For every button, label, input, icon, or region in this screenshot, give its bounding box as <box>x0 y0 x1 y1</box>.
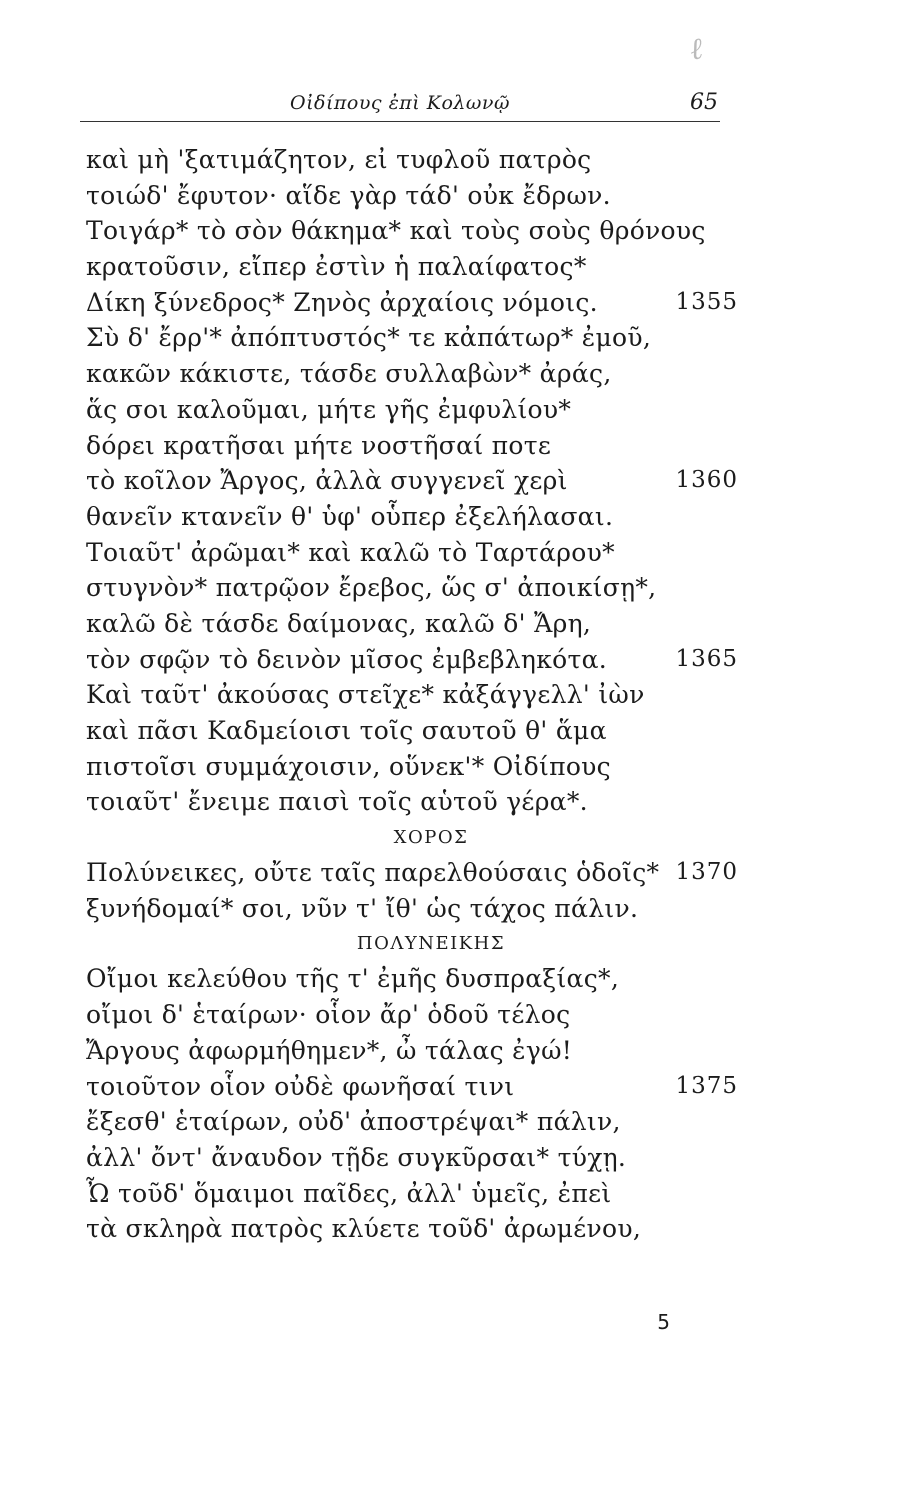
speaker-heading: ΠΟΛΥΝΕΙΚΗΣ <box>356 933 506 955</box>
verse-line: θανεῖν κτανεῖν θ' ὑφ' οὗπερ ἐξελήλασαι. <box>86 501 614 531</box>
verse-line: Πολύνεικες, οὔτε ταῖς παρελθούσαις ὁδοῖς* 1370 <box>86 855 726 891</box>
pencil-mark: ℓ <box>687 31 705 68</box>
verse-line: τὰ σκληρὰ πατρὸς κλύετε τοῦδ' ἀρωμένου, <box>86 1214 642 1244</box>
verse-line: πιστοῖσι συμμάχοισιν, οὕνεκ'* Οἰδίπους <box>86 751 611 781</box>
header-rule <box>80 121 720 122</box>
line-number: 1370 <box>675 859 738 886</box>
line-number: 1355 <box>675 288 738 315</box>
verse-line: ἅς σοι καλοῦμαι, μήτε γῆς ἐμφυλίου* <box>86 394 572 424</box>
verse-line: τὸν σφῷν τὸ δεινὸν μῖσος ἐμβεβληκότα. 1365 <box>86 642 726 678</box>
verse-line: δόρει κρατῆσαι μήτε νοστῆσαί ποτε <box>86 430 552 460</box>
verse-line: καὶ μὴ 'ξατιμάζητον, εἰ τυφλοῦ πατρὸς <box>86 145 592 174</box>
running-title: Οἰδίπους ἐπὶ Κολωνῷ <box>290 92 510 114</box>
line-number: 1375 <box>675 1072 738 1099</box>
line-number: 1360 <box>675 467 738 494</box>
verse-line: ξυνήδομαί* σοι, νῦν τ' ἴθ' ὡς τάχος πάλιν. <box>86 893 639 923</box>
verse-line: Δίκη ξύνεδρος* Ζηνὸς ἀρχαίοις νόμοις. 1355 <box>86 285 726 321</box>
verse-line: Καὶ ταῦτ' ἀκούσας στεῖχε* κἀξάγγελλ' ἰὼν <box>86 680 645 710</box>
page-number: 65 <box>690 90 718 115</box>
verse-line: τοιώδ' ἔφυτον· αἵδε γὰρ τάδ' οὐκ ἔδρων. <box>86 180 611 210</box>
verse-block <box>86 142 738 1247</box>
line-number: 1365 <box>675 645 738 672</box>
verse-line: τοιοῦτον οἷον οὐδὲ φωνῆσαί τινι 1375 <box>86 1069 726 1105</box>
verse-line: στυγνὸν* πατρῷον ἔρεβος, ὥς σ' ἀποικίσῃ*, <box>86 573 657 603</box>
verse-line: ἀλλ' ὄντ' ἄναυδον τῇδε συγκῦρσαι* τύχῃ. <box>86 1142 627 1172</box>
verse-line: κακῶν κάκιστε, τάσδε συλλαβὼν* ἀράς, <box>86 359 612 389</box>
verse-line: κρατοῦσιν, εἴπερ ἐστὶν ἡ παλαίφατος* <box>86 252 587 282</box>
verse-line: Ἄργους ἀφωρμήθημεν*, ὦ τάλας ἐγώ! <box>86 1035 573 1065</box>
speaker-heading: ΧΟΡΟΣ <box>393 827 469 849</box>
verse-line: ἔξεσθ' ἑταίρων, οὐδ' ἀποστρέψαι* πάλιν, <box>86 1107 621 1137</box>
verse-line: τοιαῦτ' ἔνειμε παισὶ τοῖς αὑτοῦ γέρα*. <box>86 787 588 817</box>
verse-line: Τοιαῦτ' ἀρῶμαι* καὶ καλῶ τὸ Ταρτάρου* <box>86 537 615 567</box>
signature-mark: 5 <box>657 1310 670 1334</box>
verse-line: Τοιγάρ* τὸ σὸν θάκημα* καὶ τοὺς σοὺς θρόνους <box>86 216 706 246</box>
verse-line: καὶ πᾶσι Καδμείοισι τοῖς σαυτοῦ θ' ἅμα <box>86 716 607 745</box>
verse-line: καλῶ δὲ τάσδε δαίμονας, καλῶ δ' Ἄρη, <box>86 608 592 638</box>
verse-line: Σὺ δ' ἔρρ'* ἀπόπτυστός* τε κἀπάτωρ* ἐμοῦ, <box>86 323 652 353</box>
verse-line: οἴμοι δ' ἑταίρων· οἷον ἄρ' ὁδοῦ τέλος <box>86 1000 571 1030</box>
verse-line: Οἴμοι κελεύθου τῆς τ' ἐμῆς δυσπραξίας*, <box>86 964 620 994</box>
running-head <box>80 88 720 118</box>
verse-line: τὸ κοῖλον Ἄργος, ἀλλὰ συγγενεῖ χερὶ 1360 <box>86 463 726 499</box>
verse-line: Ὦ τοῦδ' ὅμαιμοι παῖδες, ἀλλ' ὑμεῖς, ἐπεὶ <box>86 1178 612 1208</box>
